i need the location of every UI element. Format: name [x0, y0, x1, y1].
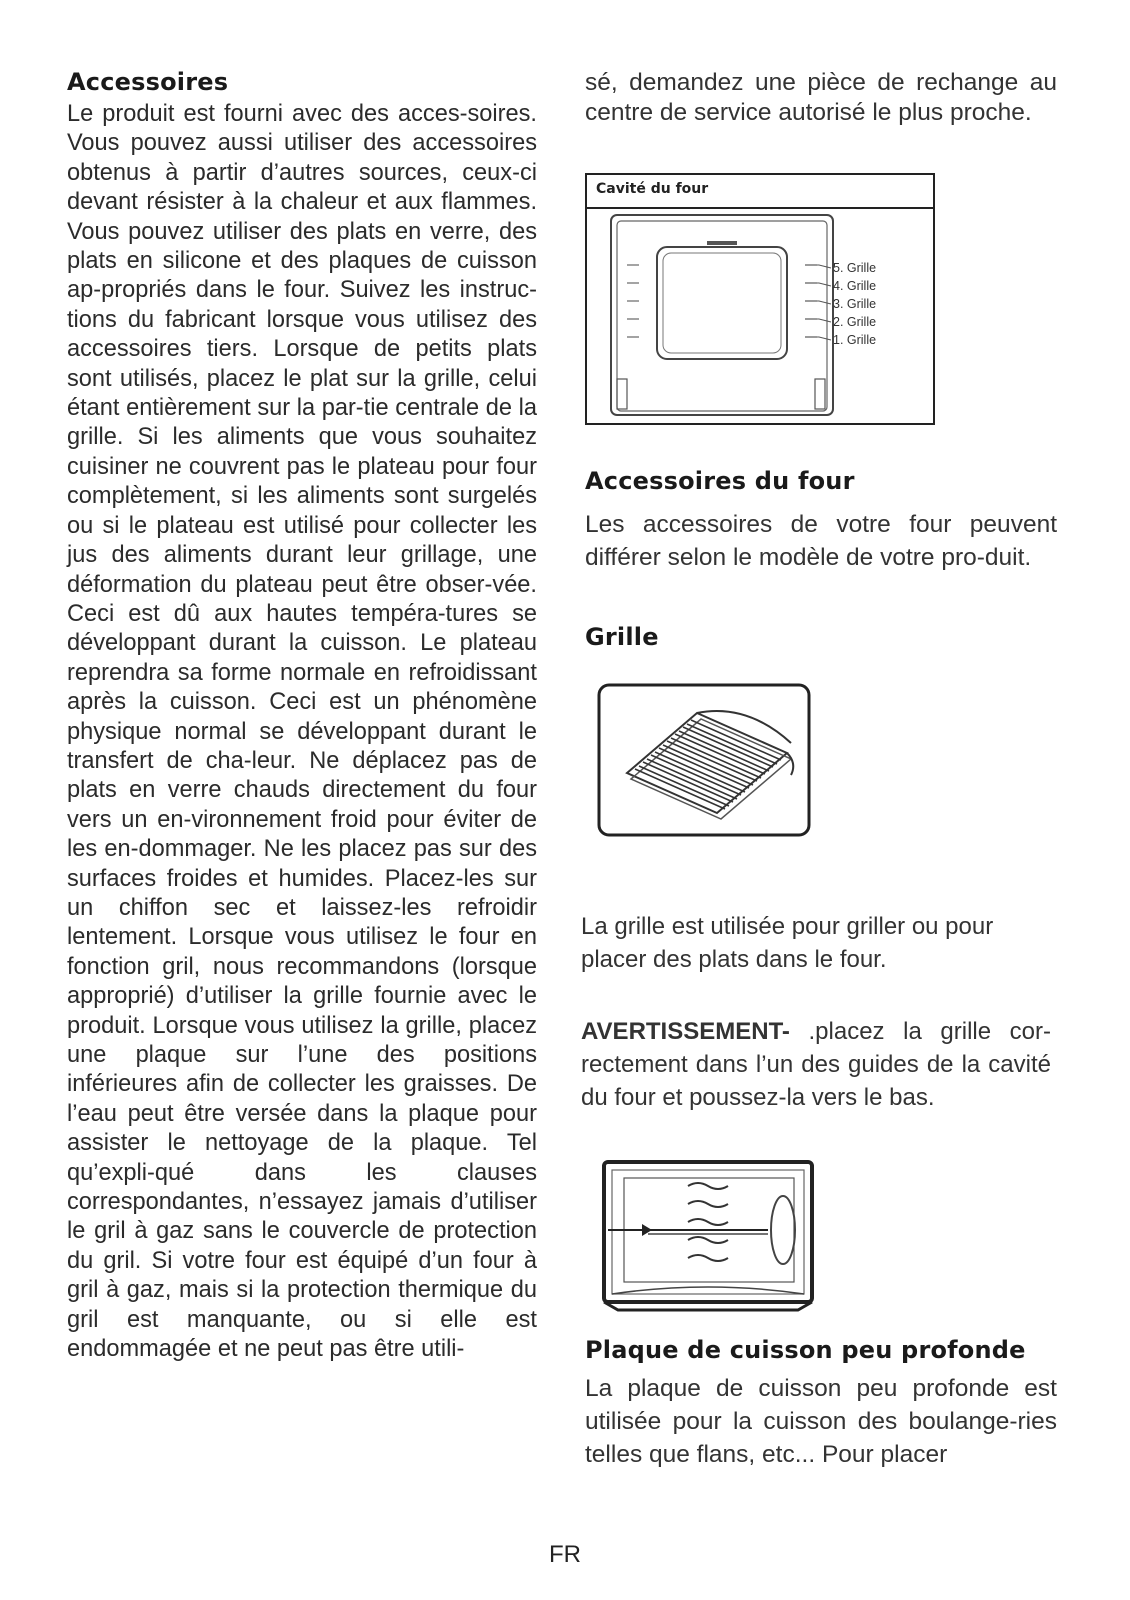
accessories-body: Le produit est fourni avec des acces-soires. Vous pouvez aussi utiliser des accessoires obtenus à partir d’autres sources, ceux-ci devant résister à la chaleur et aux flammes. Vous pouvez utiliser des plats en verre, des plats en silicone et des plaques de cuisson ap-propriés dans le four. Suivez les instruc-tions du fabricant lorsque vous utilisez des accessoires tiers. Lorsque de petits plats sont utilisés, placez le plat sur la grille, celui étant entièrement sur la par-tie centrale de la grille. Si les aliments que vous souhaitez cuisiner ne couvrent pas le plateau pour four complètement, si les aliments sont surgelés ou si le plateau est utilisé pour collecter les jus des aliments durant leur grillage, une déformation du plateau peut être obser-vée. Ceci est dû aux hautes tempéra-tures se développant durant la cuisson. Le plateau reprendra sa forme normale en refroidissant après la cuisson. Ceci est un phénomène physique normal se développant durant le transfert de cha-leur. Ne déplacez pas de plats en verre chauds directement du four vers un en-vironnement froid pour éviter de les en-dommager. Ne les placez pas sur des surfaces froides et humides. Placez-les sur un chiffon sec et laissez-les refroidir lentement. Lorsque vous utilisez le four en fonction gril, nous recommandons (lorsque approprié) d’utiliser la grille fournie avec le produit. Lorsque vous utilisez la grille, placez une plaque sur l’une des positions inférieures afin de collecter les graisses. De l’eau peut être versée dans la plaque pour assister le nettoyage de la plaque. Tel qu’expli-qué dans les clauses correspondantes, n’essayez jamais d’utiliser le gril à gaz sans le couvercle de protection du gril. Si votre four est équipé d’un four à gril à gaz, mais si la protection thermique du gril est manquante, ou si elle est endommagée et ne peut pas être utili-: [67, 101, 537, 1363]
left-column: [67, 68, 537, 1364]
warning-text: .placez la grille cor-rectement dans l’un des guides de la cavité du four et poussez-la vers le bas.: [581, 1018, 1051, 1111]
rack-label-5: 5. Grille: [833, 261, 877, 275]
rack-label-2: 2. Grille: [833, 315, 877, 329]
grille-heading: Grille: [585, 623, 659, 651]
oven-cavity-figure: [585, 173, 935, 425]
page-language-label: FR: [549, 1541, 581, 1568]
continuation-text: sé, demandez une pièce de rechange au centre de service autorisé le plus proche.: [585, 69, 1057, 126]
oven-accessories-text: Les accessoires de votre four peuvent différer selon le modèle de votre pro-duit.: [585, 511, 1057, 571]
cavity-caption: Cavité du four: [596, 181, 709, 197]
tray-heading: Plaque de cuisson peu profonde: [585, 1336, 1026, 1364]
oven-accessories-heading: Accessoires du four: [585, 467, 855, 495]
grille-illustration: [597, 683, 811, 837]
warning-label: AVERTISSEMENT-: [581, 1018, 790, 1045]
oven-rack-placement-illustration: [598, 1160, 818, 1316]
rack-label-3: 3. Grille: [833, 297, 877, 311]
rack-label-1: 1. Grille: [833, 333, 877, 347]
grille-text: La grille est utilisée pour griller ou pour placer des plats dans le four.: [581, 913, 994, 973]
warning-paragraph: [581, 1015, 1051, 1114]
tray-text: La plaque de cuisson peu profonde est utilisée pour la cuisson des boulange-ries telles que flans, etc... Pour placer: [585, 1375, 1057, 1468]
accessories-heading: Accessoires: [67, 68, 229, 96]
rack-label-4: 4. Grille: [833, 279, 877, 293]
oven-cavity-drawing: [587, 175, 933, 423]
